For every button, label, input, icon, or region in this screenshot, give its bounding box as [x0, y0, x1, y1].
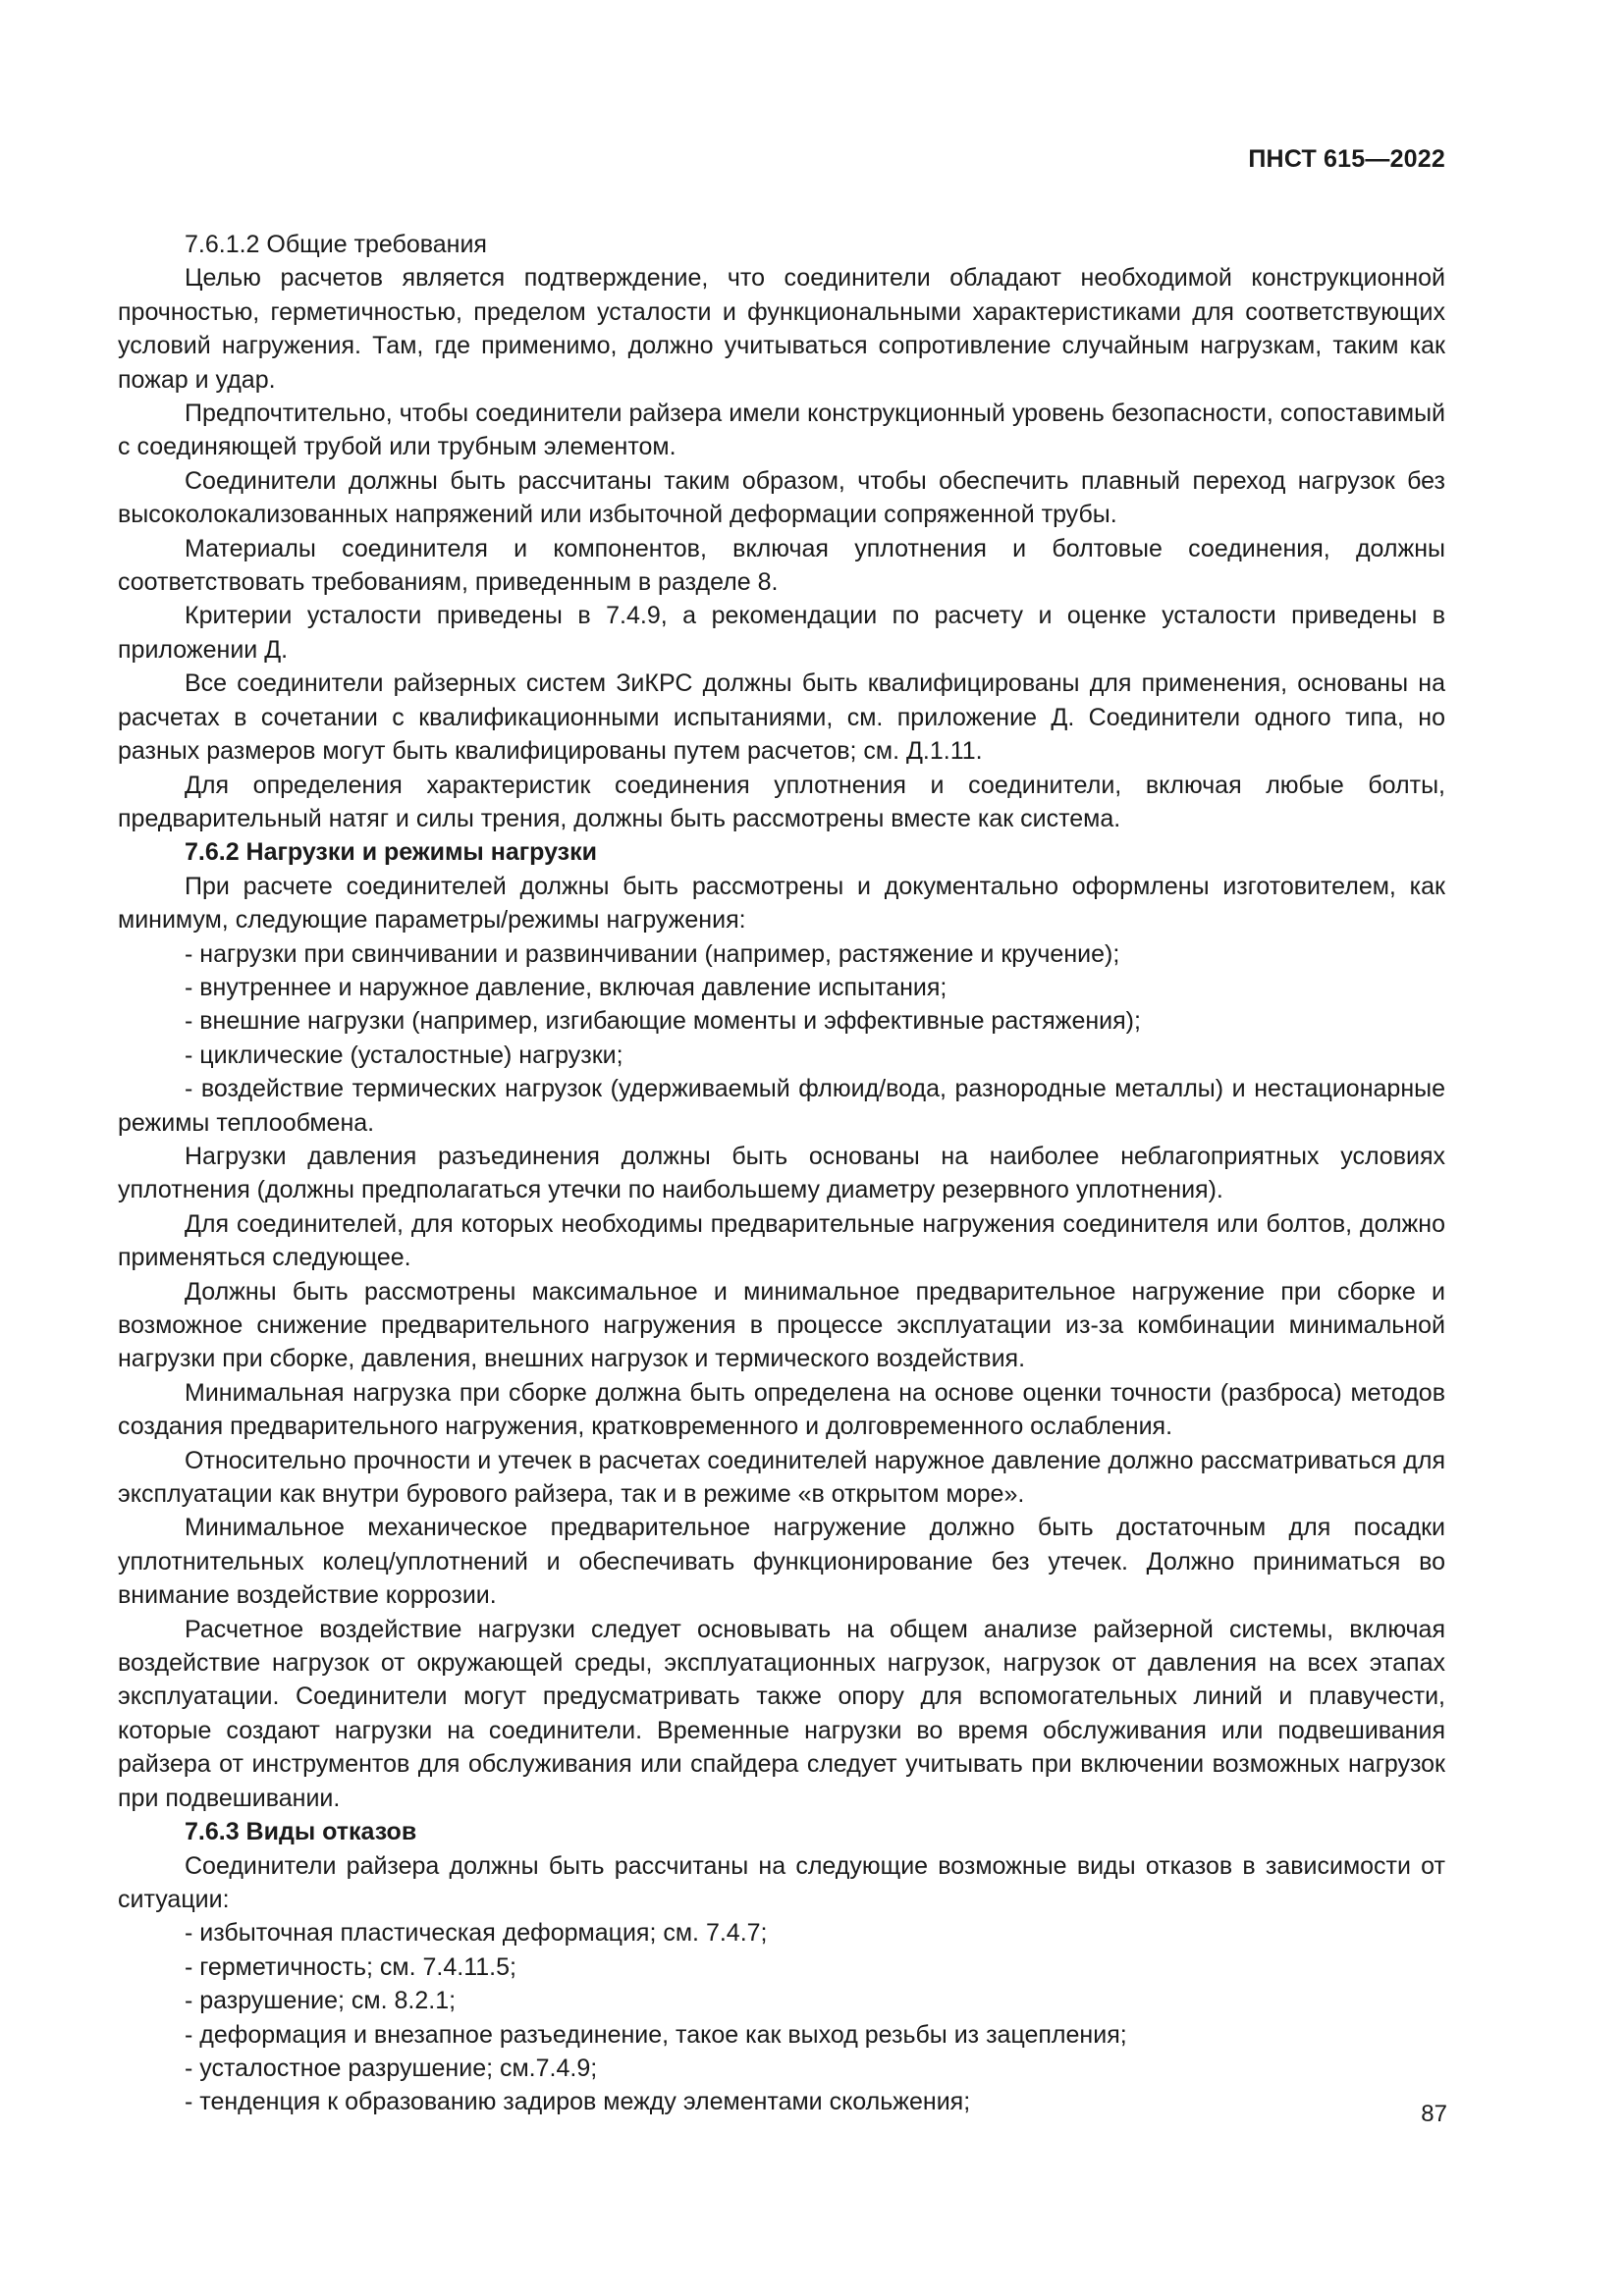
paragraph: Все соединители райзерных систем ЗиКРС должны быть квалифицированы для применения, основаны на расчетах в сочетании с квалификационными испытаниями, см. приложение Д. Соединители одного типа, но разных размеров могут быть квалифицированы путем расчетов; см. Д.1.11. [118, 669, 1445, 766]
paragraph: Для соединителей, для которых необходимы предварительные нагружения соединителя или болтов, должно применяться следующее. [118, 1209, 1445, 1272]
list-item: - внутреннее и наружное давление, включая давление испытания; [185, 973, 947, 1001]
list-item: - разрушение; см. 8.2.1; [185, 1987, 457, 2015]
paragraph: Минимальная нагрузка при сборке должна быть определена на основе оценки точности (разброса) методов создания предварительного нагружения, кратковременного и долговременного ослабления. [118, 1378, 1445, 1441]
list-item: - нагрузки при свинчивании и развинчивании (например, растяжение и кручение); [185, 939, 1120, 968]
paragraph: Для определения характеристик соединения уплотнения и соединители, включая любые болты, предварительный натяг и силы трения, должны быть рассмотрены вместе как система. [118, 771, 1445, 832]
list-item: - циклические (усталостные) нагрузки; [185, 1041, 623, 1069]
list-item: - усталостное разрушение; см.7.4.9; [185, 2054, 598, 2082]
paragraph: Предпочтительно, чтобы соединители райзера имели конструкционный уровень безопасности, сопоставимый с соединяющей трубой или трубным элементом. [118, 400, 1445, 461]
paragraph: Относительно прочности и утечек в расчетах соединителей наружное давление должно рассматриваться для эксплуатации как внутри бурового райзера, так и в режиме «в открытом море». [118, 1446, 1445, 1509]
list-item: - избыточная пластическая деформация; см. 7.4.7; [185, 1919, 768, 1948]
paragraph: Минимальное механическое предварительное нагружение должно быть достаточным для посадки уплотнительных колец/уплотнений и обеспечивать функционирование без утечек. Должно приниматься во внимание воздействие коррозии. [118, 1514, 1445, 1610]
paragraph: Нагрузки давления разъединения должны быть основаны на наиболее неблагоприятных условиях уплотнения (должны предполагаться утечки по наибольшему диаметру резервного уплотнения). [118, 1142, 1445, 1204]
paragraph: Материалы соединителя и компонентов, включая уплотнения и болтовые соединения, должны соответствовать требованиям, приведенным в разделе 8. [118, 534, 1445, 597]
document-code: ПНСТ 615—2022 [1248, 145, 1445, 173]
document-body [118, 228, 1445, 2119]
paragraph: Критерии усталости приведены в 7.4.9, а рекомендации по расчету и оценке усталости приведены в приложении Д. [118, 602, 1445, 664]
list-item: - внешние нагрузки (например, изгибающие моменты и эффективные растяжения); [185, 1007, 1141, 1036]
page-number: 87 [1421, 2101, 1447, 2127]
paragraph: Соединители должны быть рассчитаны таким образом, чтобы обеспечить плавный переход нагрузок без высоколокализованных напряжений или избыточной деформации сопряженной трубы. [118, 466, 1445, 529]
paragraph: Расчетное воздействие нагрузки следует основывать на общем анализе райзерной системы, включая воздействие нагрузок от окружающей среды, эксплуатационных нагрузок, нагрузок от давления на всех этапах эксплуатации. Соединители могут предусматривать также опору для вспомогательных линий и плавучести, которые создают нагрузки на соединители. Временные нагрузки во время обслуживания или подвешивания райзера от инструментов для обслуживания или спайдера следует учитывать при включении возможных нагрузок при подвешивании. [118, 1615, 1445, 1812]
paragraph: Должны быть рассмотрены максимальное и минимальное предварительное нагружение при сборке и возможное снижение предварительного нагружения в процессе эксплуатации из-за комбинации минимальной нагрузки при сборке, давления, внешних нагрузок и термического воздействия. [118, 1277, 1445, 1373]
list-item: - герметичность; см. 7.4.11.5; [185, 1952, 516, 1981]
section-heading: 7.6.3 Виды отказов [185, 1818, 417, 1846]
list-item: - тенденция к образованию задиров между элементами скольжения; [185, 2088, 971, 2116]
list-item: - воздействие термических нагрузок (удерживаемый флюид/вода, разнородные металлы) и нестационарные режимы теплообмена. [118, 1075, 1445, 1137]
paragraph: При расчете соединителей должны быть рассмотрены и документально оформлены изготовителем, как минимум, следующие параметры/режимы нагружения: [118, 872, 1445, 934]
paragraph: 7.6.1.2 Общие требования [185, 231, 487, 258]
paragraph: Соединители райзера должны быть рассчитаны на следующие возможные виды отказов в зависимости от ситуации: [118, 1851, 1445, 1913]
paragraph: Целью расчетов является подтверждение, что соединители обладают необходимой конструкционной прочностью, герметичностью, пределом усталости и функциональными характеристиками для соответствующих условий нагружения. Там, где применимо, должно учитываться сопротивление случайным нагрузкам, таким как пожар и удар. [118, 264, 1445, 394]
list-item: - деформация и внезапное разъединение, такое как выход резьбы из зацепления; [185, 2020, 1127, 2049]
section-heading: 7.6.2 Нагрузки и режимы нагрузки [185, 838, 597, 867]
